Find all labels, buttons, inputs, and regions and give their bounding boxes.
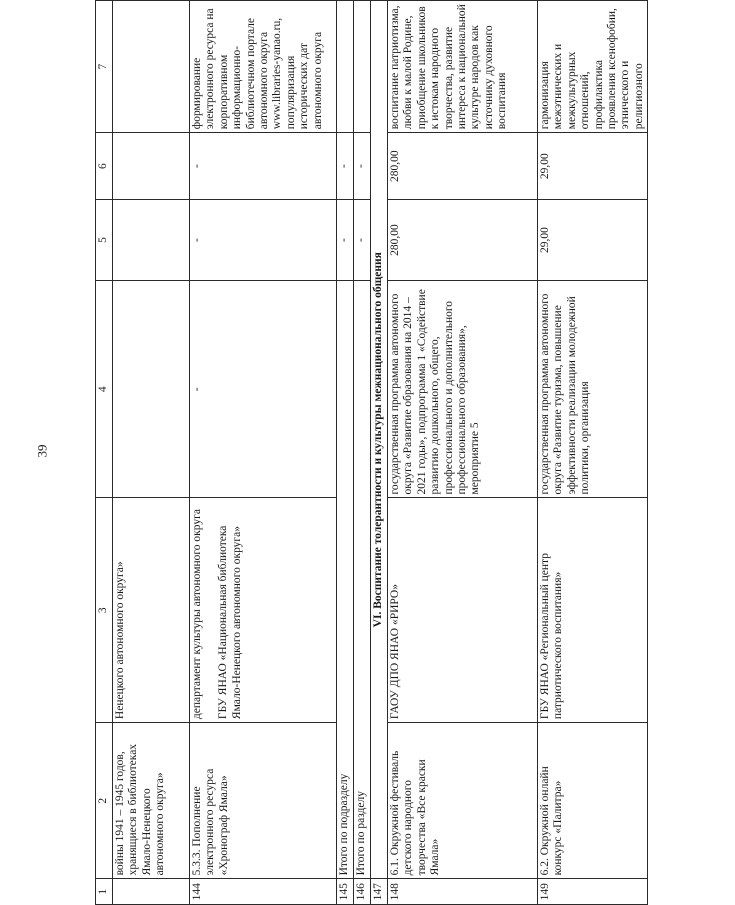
cell-amount-budget: - bbox=[354, 133, 371, 200]
table-row-147 bbox=[371, 1, 388, 905]
cell-source: - bbox=[190, 281, 337, 498]
header-cell-6: 6 bbox=[96, 133, 113, 200]
cell-source bbox=[113, 281, 190, 498]
cell-num: 146 bbox=[354, 879, 371, 905]
cell-amount-budget: - bbox=[190, 133, 337, 200]
cell-amount-budget: - bbox=[337, 133, 354, 200]
cell-executor: ГБУ ЯНАО «Региональный центр патриотического воспитания» bbox=[538, 498, 648, 723]
cell-num: 147 bbox=[371, 879, 388, 905]
cell-num: 145 bbox=[337, 879, 354, 905]
table-row-continued bbox=[113, 1, 190, 905]
cell-result bbox=[354, 1, 371, 133]
cell-source: государственная программа автономного округа «Развитие образования на 2014 – 2021 годы», подпрограмма 1 «Содействие развитию дошкольного, общего, профессионального и дополнительного профессионального образования», мероприятие 5 bbox=[388, 281, 538, 498]
header-cell-2: 2 bbox=[96, 723, 113, 879]
cell-amount-budget: 29,00 bbox=[538, 133, 648, 200]
cell-result bbox=[337, 1, 354, 133]
cell-event: 5.3.3. Пополнение электронного ресурса «Хронограф Ямала» bbox=[190, 723, 337, 879]
cell-executor: Ненецкого автономного округа» bbox=[113, 498, 190, 723]
cell-result: формирование электронного ресурса на корпоративном информационно-библиотечном портале автономного округа www.libraries-yanao.ru, популяризация исторических дат автономного округа bbox=[190, 1, 337, 133]
cell-amount-total: - bbox=[354, 200, 371, 281]
cell-amount-total: 280,00 bbox=[388, 200, 538, 281]
table-row-144 bbox=[190, 1, 337, 905]
table-row-145 bbox=[337, 1, 354, 905]
total-label: Итого по разделу bbox=[354, 281, 371, 879]
table-row-148 bbox=[388, 1, 538, 905]
subtotal-label: Итого по подразделу bbox=[337, 281, 354, 879]
cell-amount-total: - bbox=[337, 200, 354, 281]
header-row bbox=[96, 1, 113, 905]
cell-amount-total: - bbox=[190, 200, 337, 281]
header-cell-3: 3 bbox=[96, 498, 113, 723]
cell-num: 148 bbox=[388, 879, 538, 905]
section-title: VI. Воспитание толерантности и культуры межнационального общения bbox=[371, 1, 388, 879]
cell-result: воспитание патриотизма, любви к малой Родине, приобщение школьников к истокам народного творчества, развитие интереса к национальной культуре народов как источнику духовного воспитания bbox=[388, 1, 538, 133]
header-cell-1: 1 bbox=[96, 879, 113, 905]
cell-num: 149 bbox=[538, 879, 648, 905]
header-cell-5: 5 bbox=[96, 200, 113, 281]
cell-amount-total: 29,00 bbox=[538, 200, 648, 281]
cell-amount-budget bbox=[113, 133, 190, 200]
cell-event: 6.1. Окружной фестиваль детского народного творчества «Все краски Ямала» bbox=[388, 723, 538, 879]
program-table bbox=[95, 0, 648, 905]
header-cell-7: 7 bbox=[96, 1, 113, 133]
cell-event: войны 1941 – 1945 годов, хранящиеся в библиотеках Ямало-Ненецкого автономного округа» bbox=[113, 723, 190, 879]
cell-amount-budget: 280,00 bbox=[388, 133, 538, 200]
table-row-146 bbox=[354, 1, 371, 905]
cell-result bbox=[113, 1, 190, 133]
cell-executor bbox=[190, 498, 337, 723]
page-number: 39 bbox=[34, 444, 50, 458]
cell-source: государственная программа автономного округа «Развитие туризма, повышение эффективности реализации молодежной политики, организация bbox=[538, 281, 648, 498]
table-row-149 bbox=[538, 1, 648, 905]
rotated-page bbox=[95, 0, 735, 905]
cell-event: 6.2. Окружной онлайн конкурс «Палитра» bbox=[538, 723, 648, 879]
executor-library: ГБУ ЯНАО «Национальная библиотека Ямало-Ненецкого автономного округа» bbox=[217, 525, 243, 720]
executor-department: департамент культуры автономного округа bbox=[191, 509, 203, 720]
cell-amount-total bbox=[113, 200, 190, 281]
header-cell-4: 4 bbox=[96, 281, 113, 498]
cell-result: гармонизация межэтнических и межкультурных отношений, профилактика проявления ксенофобии, этнического и религиозного bbox=[538, 1, 648, 133]
cell-num bbox=[113, 879, 190, 905]
cell-num: 144 bbox=[190, 879, 337, 905]
cell-executor: ГАОУ ДПО ЯНАО «РИРО» bbox=[388, 498, 538, 723]
